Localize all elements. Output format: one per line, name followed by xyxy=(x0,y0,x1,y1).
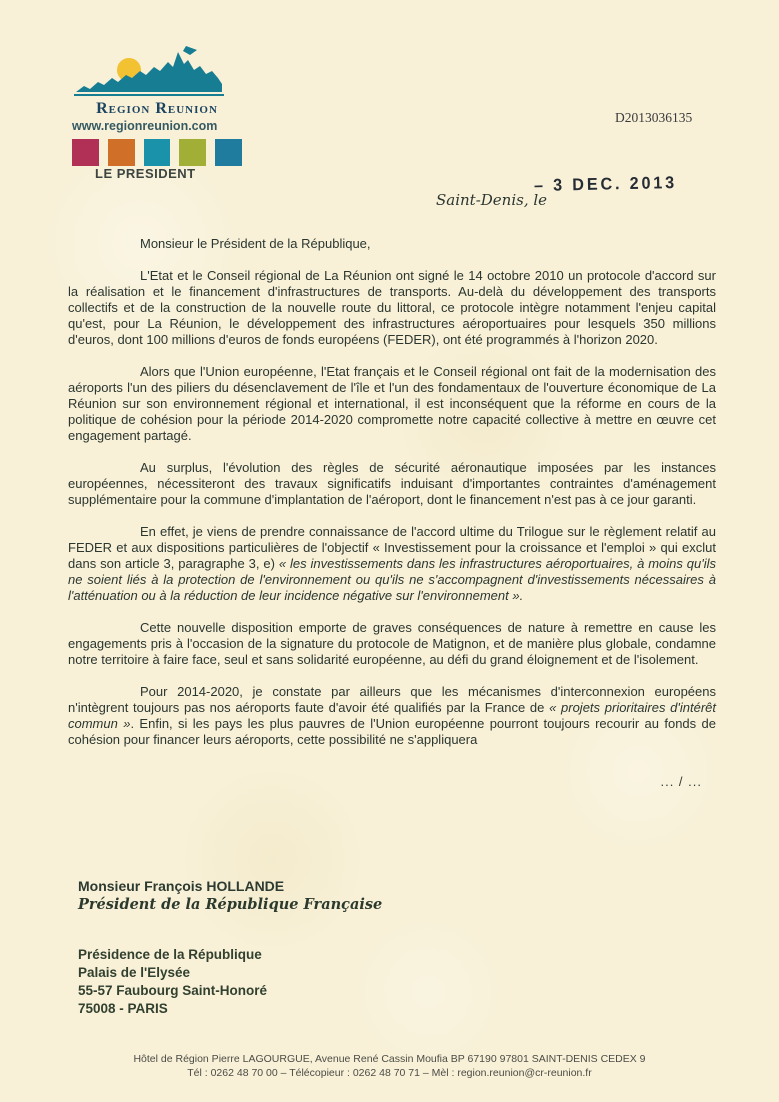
recipient-title: Président de la République Française xyxy=(78,896,383,913)
logo-color-square xyxy=(72,139,99,166)
org-name: Region Reunion xyxy=(96,100,218,117)
document-reference: D2013036135 xyxy=(615,110,693,125)
continuation-mark: ... / ... xyxy=(660,774,702,789)
letter-paragraph xyxy=(68,364,716,444)
letter-paragraph xyxy=(68,460,716,508)
letter-body xyxy=(68,236,716,790)
logo-artwork xyxy=(74,44,224,99)
paragraph-segment: . Enfin, si les pays les plus pauvres de l'Union européenne pourront toujours recourir au fonds de cohésion pour financer leurs aéroports, cette possibilité ne s'appliquera xyxy=(68,716,716,747)
address-line: 55-57 Faubourg Saint-Honoré xyxy=(78,983,268,998)
recipient-name: Monsieur François HOLLANDE xyxy=(78,878,285,894)
date-stamp: – 3 DEC. 2013 xyxy=(533,173,678,195)
address-line: Palais de l'Elysée xyxy=(78,965,191,980)
place-line: Saint-Denis, le xyxy=(436,191,548,209)
mountain-icon xyxy=(76,52,222,92)
paragraph-segment: En effet, je viens de prendre connaissance de l'accord ultime du Trilogue sur le règlement relatif au FEDER et aux dispositions particulières de l'objectif « Investissement pour la croissance et l'emploi » qui exclut dans son article 3, paragraphe 3, e) xyxy=(68,524,716,571)
website-url: www.regionreunion.com xyxy=(72,119,218,133)
recipient-block xyxy=(78,878,382,1018)
paragraph-segment: Cette nouvelle disposition emporte de graves conséquences de nature à remettre en cause les engagements pris à l'occasion de la signature du protocole de Matignon, et de manière plus globale, condamne notre territoire à faire face, seul et sans solidarité européenne, au défi du grand éloignement et de l'isolement. xyxy=(68,620,716,667)
letter-paragraph xyxy=(68,268,716,348)
logo-color-square xyxy=(215,139,242,166)
sender-title: LE PRESIDENT xyxy=(95,166,196,181)
paragraph-segment: Pour 2014-2020, je constate par ailleurs que les mécanismes d'interconnexion européens n'intègrent toujours pas nos aéroports faute d'avoir été qualifiés par la France de xyxy=(68,684,716,715)
paragraph-italic-segment: « les investissements dans les infrastructures aéroportuaires, à moins qu'ils ne soient liés à la protection de l'environnement ou qu'ils ne s'accompagnent d'investissements nécessaires à l'atténuation ou à la réduction de leur incidence négative sur l'environnement ». xyxy=(68,556,716,603)
letter-paragraphs xyxy=(68,268,716,748)
salutation: Monsieur le Président de la République, xyxy=(140,236,371,251)
footer xyxy=(0,1052,779,1080)
letter-paragraph xyxy=(68,684,716,748)
logo-color-square xyxy=(108,139,135,166)
logo-color-squares xyxy=(72,139,242,166)
logo-color-square xyxy=(179,139,206,166)
address-line: 75008 - PARIS xyxy=(78,1001,168,1016)
paragraph-segment: Au surplus, l'évolution des règles de sécurité aéronautique imposées par les instances européennes, nécessiteront des travaux significatifs induisant d'importantes contraintes d'aménagement supplémentaire pour la commune d'implantation de l'aéroport, dont le financement n'est pas à ce jour garanti. xyxy=(68,460,716,507)
footer-contact-line: Tél : 0262 48 70 00 – Télécopieur : 0262 48 70 71 – Mèl : region.reunion@cr-reunion.fr xyxy=(187,1067,592,1079)
paragraph-segment: Alors que l'Union européenne, l'Etat français et le Conseil régional ont fait de la modernisation des aéroports l'un des piliers du désenclavement de l'île et l'un des fondamentaux de l'ouverture économique de La Réunion sur son environnement régional et international, il est inconséquent que la réforme en cours de la politique de cohésion pour la période 2014-2020 compromette notre capacité collective à mettre en œuvre cet engagement partagé. xyxy=(68,364,716,443)
paragraph-segment: L'Etat et le Conseil régional de La Réunion ont signé le 14 octobre 2010 un protocole d'accord sur la réalisation et le financement d'infrastructures de transports. Au-delà du développement des transports collectifs et de la construction de la nouvelle route du littoral, ce protocole intègre notamment l'enjeu capital qu'est, pour La Réunion, le développement des infrastructures aéroportuaires pour lesquels 350 millions d'euros, dont 100 millions d'euros de fonds européens (FEDER), ont été programmés à l'horizon 2020. xyxy=(68,268,716,347)
letter-paragraph xyxy=(68,524,716,604)
letter-paragraph xyxy=(68,620,716,668)
mountain-accent-icon xyxy=(183,46,197,55)
logo-color-square xyxy=(144,139,171,166)
paragraph-italic-segment: « projets prioritaires d'intérêt commun » xyxy=(68,700,716,731)
region-reunion-logo xyxy=(72,44,242,166)
address-line: Présidence de la République xyxy=(78,947,262,962)
footer-address-line: Hôtel de Région Pierre LAGOURGUE, Avenue René Cassin Moufia BP 67190 97801 SAINT-DENIS CEDEX 9 xyxy=(133,1053,646,1065)
recipient-address xyxy=(78,946,382,1018)
logo-baseline xyxy=(74,94,224,96)
